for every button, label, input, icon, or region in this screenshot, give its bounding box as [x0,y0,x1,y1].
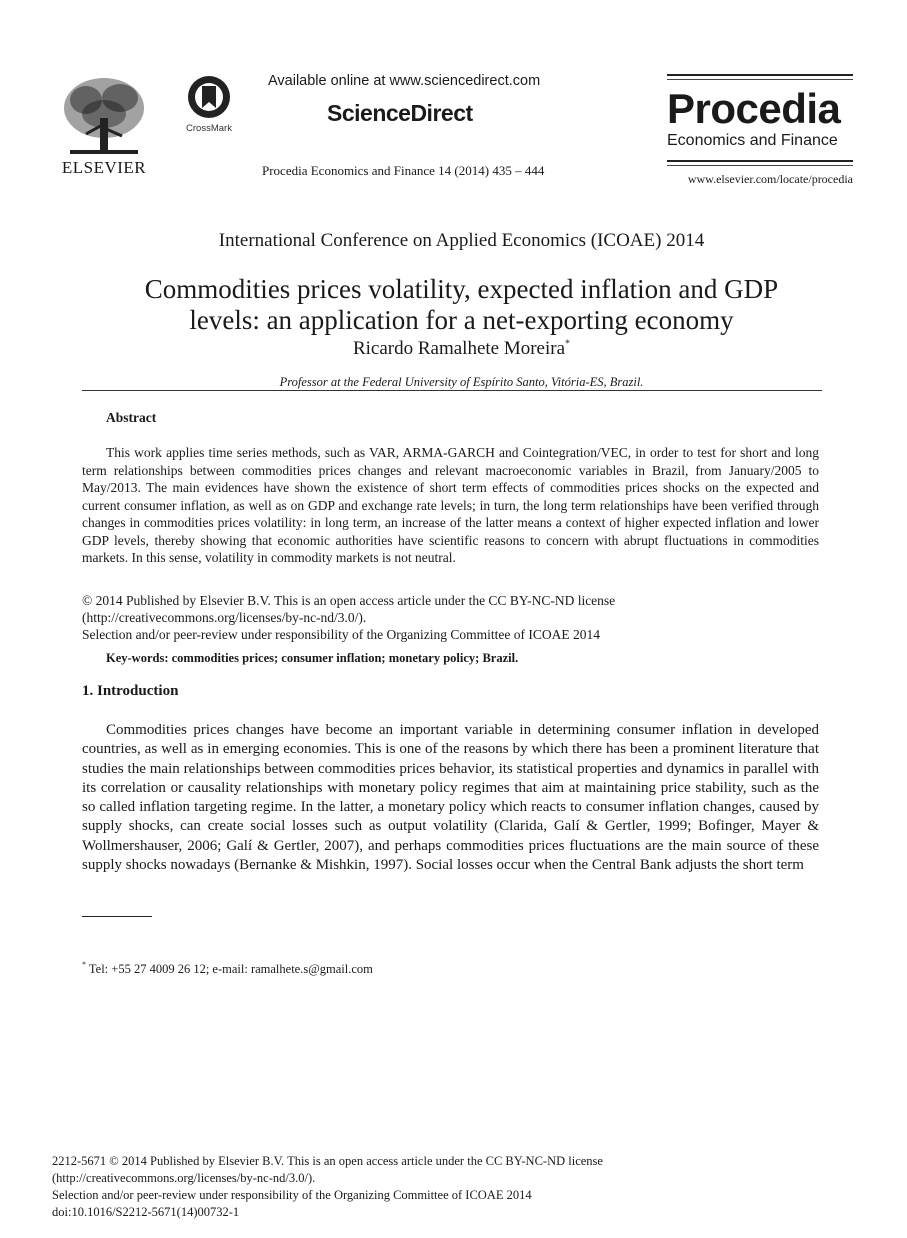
sciencedirect-logo: ScienceDirect [327,100,473,126]
footnote [82,960,373,977]
procedia-title: Procedia [667,85,841,132]
abstract-paragraph: This work applies time series methods, such as VAR, ARMA-GARCH and Cointegration/VEC, in order to test for short and long term relationships between commodities prices changes and relevant macroeconomic variables in Brazil, from January/2005 to May/2013. The main evidences have shown the existence of short term effects of commodities prices shocks on the expected and current consumer inflation, as well as on GDP and exchange rate levels; in turn, the long term relationships have been verified through changes in commodities prices volatility: in long term, an increase of the latter means a context of higher expected inflation and lower GDP levels, thereby showing that economic authorities have scientific reasons to concern with abrupt fluctuations in commodities markets. In this sense, volatility in commodity markets is not neutral. [82,445,819,565]
issn-license-line: 2212-5671 © 2014 Published by Elsevier B.V. This is an open access article under the CC BY-NC-ND license [52,1154,603,1168]
procedia-url-link[interactable]: www.elsevier.com/locate/procedia [687,172,853,186]
author-footnote-mark[interactable]: * [565,338,571,350]
copyright-line-3: Selection and/or peer-review under responsibility of the Organizing Committee of ICOAE 2014 [82,627,600,642]
procedia-rule-bottom [667,160,853,162]
available-online-link[interactable]: Available online at www.sciencedirect.com [268,73,541,89]
procedia-subtitle: Economics and Finance [667,132,838,149]
crossmark-icon [186,74,232,120]
journal-citation: Procedia Economics and Finance 14 (2014) 435 – 444 [262,163,545,178]
procedia-rule-bottom-thin [667,165,853,166]
procedia-logo-block [667,74,853,187]
title-line-1: Commodities prices volatility, expected inflation and GDP [144,274,779,304]
title-line-2: levels: an application for a net-exporting economy [189,305,734,335]
footnote-divider [82,916,152,917]
abstract-heading: Abstract [106,410,157,425]
author-text: Ricardo Ramalhete Moreira [352,338,566,359]
bottom-license-link[interactable]: (http://creativecommons.org/licenses/by-nc-nd/3.0/). [52,1171,316,1185]
crossmark-label: CrossMark [186,123,232,134]
procedia-rule-top-thin [667,79,853,80]
abstract-body [82,444,819,567]
publisher-wordmark: ELSEVIER [61,158,147,177]
procedia-rule-top [667,74,853,76]
header-divider [82,390,822,391]
bottom-review-line: Selection and/or peer-review under responsibility of the Organizing Committee of ICOAE 2014 [52,1188,532,1202]
conference-name: International Conference on Applied Economics (ICOAE) 2014 [218,230,705,251]
introduction-paragraph: Commodities prices changes have become an important variable in determining consumer inflation in developed countries, as well as in emerging economies. This is one of the reasons by which there has been a prominent literature that studies the main relationships between commodities prices behavior, its statistical properties and dynamics in parallel with its correlation or causality relationships with monetary policy regimes that aim at maintaining price stability, such as the so called inflation targeting regime. In the latter, a monetary policy which reacts to consumer inflation changes, caused by supply shocks, can create social losses such as output volatility (Clarida, Galí & Gertler, 1999; Bofinger, Mayer & Wollmershauser, 2006; Galí & Gertler, 2007), and perhaps commodities prices fluctuations are the main source of these supply shocks nowadays (Bernanke & Mishkin, 1997). Social losses occur when the Central Bank adjusts the short term [82,722,819,874]
author-affiliation: Professor at the Federal University of Espírito Santo, Vitória-ES, Brazil. [279,375,644,389]
introduction-heading: 1. Introduction [82,683,179,699]
copyright-line-1: © 2014 Published by Elsevier B.V. This is an open access article under the CC BY-NC-ND license [82,593,616,608]
doi-link[interactable]: doi:10.1016/S2212-5671(14)00732-1 [52,1205,240,1219]
introduction-body [82,721,819,875]
author-name [0,338,907,360]
paper-title [0,274,907,336]
crossmark-badge[interactable] [180,74,238,134]
keywords: Key-words: commodities prices; consumer inflation; monetary policy; Brazil. [106,651,519,665]
copyright-license-link[interactable]: (http://creativecommons.org/licenses/by-nc-nd/3.0/). [82,610,367,625]
bottom-publication-info [52,1153,603,1221]
copyright-notice [82,592,819,643]
footnote-mark: * [82,960,86,969]
footnote-text: Tel: +55 27 4009 26 12; e-mail: ramalhete.s@gmail.com [86,962,373,976]
